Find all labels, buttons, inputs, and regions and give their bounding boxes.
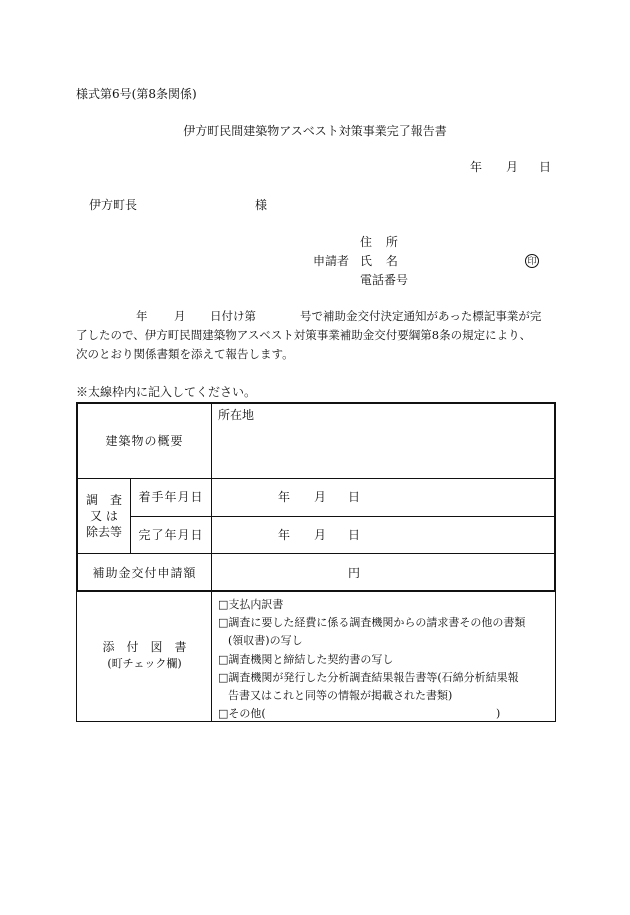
start-date-day: 日 [348, 490, 361, 504]
attachment-item-invoice[interactable]: □調査に要した経費に係る調査機関からの請求書その他の書類 [218, 616, 526, 629]
addressee-suffix: 様 [255, 198, 268, 212]
location-label: 所在地 [218, 408, 255, 422]
attachment-item-analysis-report[interactable]: □調査機関が発行した分析調査結果報告書等(石綿分析結果報 [218, 671, 519, 684]
table-border-right-thin [555, 592, 556, 722]
applicant-phone-label: 電話番号 [360, 273, 409, 287]
table-row-line-1 [78, 478, 554, 479]
table-row-line-2 [130, 516, 554, 517]
date-day: 日 [539, 160, 552, 174]
attachments-label: 添 付 図 書 [102, 640, 187, 654]
start-date-year: 年 [278, 490, 291, 504]
survey-label-line1: 調 査 [85, 493, 122, 507]
end-date-label: 完了年月日 [138, 528, 204, 542]
attachment-item-invoice-cont: (領収書)の写し [228, 634, 303, 647]
applicant-address-label: 住 所 [360, 235, 398, 249]
addressee-name: 伊方町長 [89, 198, 138, 212]
table-border-thick-bottom [76, 590, 556, 592]
body-day-issue: 日付け第 [210, 309, 256, 323]
start-date-label: 着手年月日 [138, 490, 204, 504]
applicant-name-label: 氏 名 [360, 254, 398, 268]
attachment-item-other[interactable]: □その他( [218, 707, 266, 720]
attachment-item-contract[interactable]: □調査機関と締結した契約書の写し [218, 653, 394, 666]
table-border-top [76, 402, 556, 404]
end-date-year: 年 [278, 528, 291, 542]
fill-note: ※太線枠内に記入してください。 [76, 385, 257, 399]
body-year: 年 [136, 309, 148, 323]
table-border-left-thin [76, 592, 77, 722]
date-year: 年 [470, 160, 483, 174]
attachment-item-payment-breakdown[interactable]: □支払内訳書 [218, 598, 284, 611]
page-title: 伊方町民間建築物アスベスト対策事業完了報告書 [183, 124, 447, 138]
table-border-bottom [76, 721, 556, 722]
end-date-day: 日 [348, 528, 361, 542]
applicant-label: 申請者 [313, 254, 350, 268]
form-number: 様式第6号(第8条関係) [76, 87, 197, 101]
survey-label-line3: 除去等 [85, 525, 122, 539]
table-border-right-thick [554, 402, 556, 592]
location-field[interactable] [214, 424, 552, 476]
survey-label-line2: 又 は [90, 509, 118, 523]
start-date-month: 月 [314, 490, 327, 504]
seal-mark: 印 [525, 254, 539, 268]
subsidy-unit: 円 [348, 566, 361, 580]
table-row-line-3 [78, 553, 554, 554]
body-line2: 了したので、伊方町民間建築物アスベスト対策事業補助金交付要綱第8条の規定により、 [76, 328, 532, 342]
end-date-month: 月 [314, 528, 327, 542]
body-month: 月 [174, 309, 186, 323]
body-line1-rest: 号で補助金交付決定通知があった標記事業が完 [300, 309, 542, 323]
attachments-sublabel: (町チェック欄) [107, 657, 182, 670]
body-line3: 次のとおり関係書類を添えて報告します。 [76, 347, 294, 361]
subsidy-label: 補助金交付申請額 [92, 566, 197, 580]
attachment-item-other-close: ) [496, 707, 501, 720]
building-overview-label: 建築物の概要 [105, 434, 184, 448]
attachment-item-analysis-report-cont: 告書又はこれと同等の情報が掲載された書類) [228, 689, 453, 702]
date-month: 月 [506, 160, 519, 174]
table-divider-vertical [211, 404, 212, 722]
